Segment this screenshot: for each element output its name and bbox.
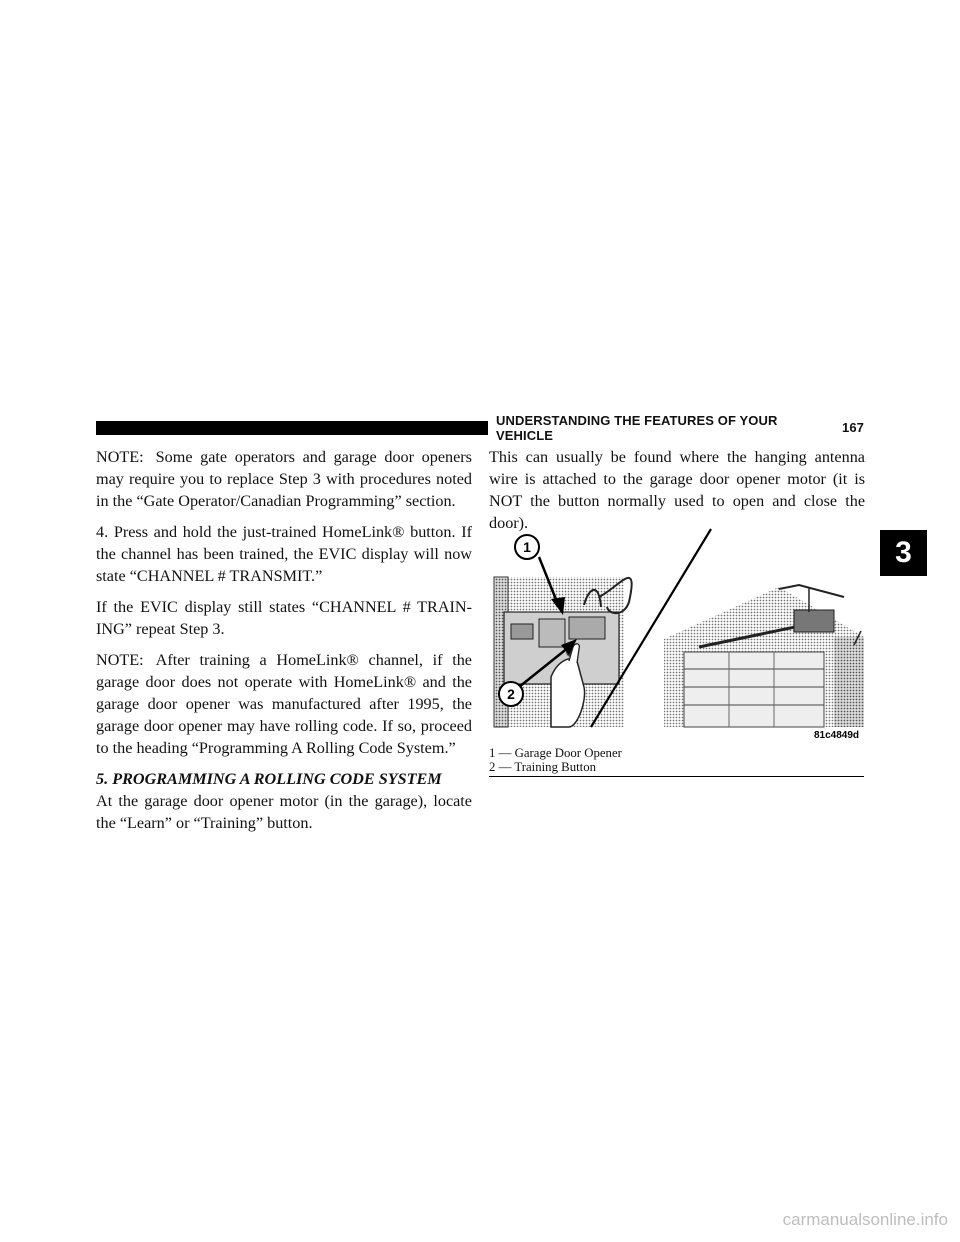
note-label: NOTE: xyxy=(96,448,144,466)
note-text: After training a HomeLink® channel, if the garage door does not operate with HomeLink® and the garage door opener was manufactured after 1995, the garage door opener may have rolling code. If so, proceed to the heading “Programming A Rolling Code System.” xyxy=(96,651,472,757)
left-column xyxy=(96,446,472,843)
header-rule xyxy=(96,421,488,435)
image-code: 81c4849d xyxy=(813,730,859,741)
note-text: Some gate operators and garage door openers may require you to replace Step 3 with procedures noted in the “Gate Operator/Canadian Programming” section. xyxy=(96,448,472,510)
note-paragraph-2 xyxy=(96,649,472,759)
callout-1-label: 1 xyxy=(523,539,531,555)
note-paragraph-1 xyxy=(96,446,472,512)
garage-opener-illustration xyxy=(489,527,865,742)
figure-caption xyxy=(489,746,864,777)
caption-line-2: 2 — Training Button xyxy=(489,760,597,774)
section-heading: 5. PROGRAMMING A ROLLING CODE SYSTEM xyxy=(96,770,442,788)
running-header xyxy=(488,412,864,443)
training-paragraph: If the EVIC display still states “CHANNEL # TRAIN-ING” repeat Step 3. xyxy=(96,598,472,638)
step-4-paragraph: 4. Press and hold the just-trained HomeLink® button. If the channel has been trained, the EVIC display will now state “CHANNEL # TRANSMIT.” xyxy=(96,523,472,585)
garage-scene xyxy=(664,585,864,727)
caption-line-1: 1 — Garage Door Opener xyxy=(489,746,622,760)
page-number: 167 xyxy=(842,420,864,435)
section-title: UNDERSTANDING THE FEATURES OF YOUR VEHICLE xyxy=(496,412,778,443)
note-label: NOTE: xyxy=(96,651,144,669)
antenna-paragraph: This can usually be found where the hanging antenna wire is attached to the garage door opener motor (it is NOT the button normally used to open and close the door). xyxy=(489,448,865,532)
callout-2-label: 2 xyxy=(507,686,515,702)
chapter-tab: 3 xyxy=(880,530,927,576)
step-5-paragraph: At the garage door opener motor (in the garage), locate the “Learn” or “Training” button. xyxy=(96,792,472,832)
watermark: carmanualsonline.info xyxy=(782,1210,948,1229)
